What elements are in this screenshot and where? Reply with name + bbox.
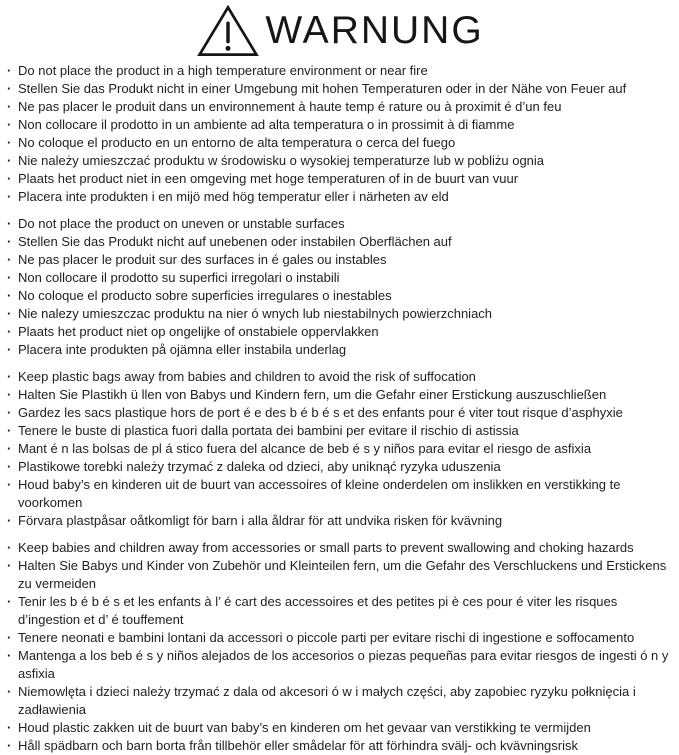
warning-item — [7, 557, 676, 593]
warning-item — [7, 116, 676, 134]
warning-text: Ne pas placer le produit sur des surfaces in é gales ou instables — [18, 252, 387, 267]
bullet-marker: · — [7, 117, 12, 132]
bullet-marker: · — [7, 594, 12, 609]
warning-item — [7, 134, 676, 152]
bullet-marker: · — [7, 342, 12, 357]
warning-item — [7, 368, 676, 386]
bullet-marker: · — [7, 720, 12, 735]
bullet-marker: · — [7, 738, 12, 753]
bullet-marker: · — [7, 81, 12, 96]
warning-text: Nie nalezy umieszczac produktu na nier ó wnych lub niestabilnych powierzchniach — [18, 306, 493, 321]
warning-text: No coloque el producto en un entorno de alta temperatura o cerca del fuego — [18, 135, 456, 150]
warning-item — [7, 233, 676, 251]
warning-item — [7, 152, 676, 170]
warning-text: Plaats het product niet op ongelijke of onstabiele oppervlakken — [18, 324, 379, 339]
header — [0, 0, 679, 58]
warning-text: Mantenga a los beb é s y niños alejados de los accesorios o piezas pequeñas para evitar riesgos de ingesti ó n y asfixia — [18, 648, 669, 681]
warning-item — [7, 629, 676, 647]
bullet-marker: · — [7, 135, 12, 150]
warning-text: Placera inte produkten i en mijö med hög temperatur eller i närheten av eld — [18, 189, 449, 204]
bullet-marker: · — [7, 630, 12, 645]
warning-item — [7, 539, 676, 557]
warning-section — [7, 62, 676, 206]
warning-item — [7, 98, 676, 116]
bullet-marker: · — [7, 648, 12, 663]
warning-item — [7, 647, 676, 683]
bullet-marker: · — [7, 369, 12, 384]
warning-item — [7, 737, 676, 755]
bullet-marker: · — [7, 234, 12, 249]
warning-text: Houd plastic zakken uit de buurt van baby’s en kinderen om het gevaar van verstikking te vermijden — [18, 720, 591, 735]
bullet-marker: · — [7, 189, 12, 204]
warning-item — [7, 593, 676, 629]
warning-text: Gardez les sacs plastique hors de port é e des b é b é s et des enfants pour é viter tout risque d’asphyxie — [18, 405, 623, 420]
warning-text: Halten Sie Plastikh ü llen von Babys und Kindern fern, um die Gefahr einer Erstickung auszuschließen — [18, 387, 607, 402]
warning-triangle-icon — [195, 4, 261, 58]
warning-text: Nie należy umieszczać produktu w środowisku o wysokiej temperaturze lub w pobliżu ognia — [18, 153, 545, 168]
warning-item — [7, 404, 676, 422]
bullet-marker: · — [7, 423, 12, 438]
warning-text: Plastikowe torebki należy trzymać z daleka od dzieci, aby uniknąć ryzyka uduszenia — [18, 459, 501, 474]
warning-text: Placera inte produkten på ojämna eller instabila underlag — [18, 342, 347, 357]
bullet-marker: · — [7, 99, 12, 114]
warning-text: No coloque el producto sobre superficies irregulares o inestables — [18, 288, 392, 303]
warning-item — [7, 305, 676, 323]
bullet-marker: · — [7, 477, 12, 492]
bullet-marker: · — [7, 270, 12, 285]
warning-text: Mant é n las bolsas de pl á stico fuera del alcance de beb é s y niños para evitar el riesgo de asfixia — [18, 441, 592, 456]
warning-text: Keep plastic bags away from babies and children to avoid the risk of suffocation — [18, 369, 476, 384]
bullet-marker: · — [7, 684, 12, 699]
warning-item — [7, 251, 676, 269]
warning-item — [7, 341, 676, 359]
warning-item — [7, 80, 676, 98]
warning-text: Keep babies and children away from accessories or small parts to prevent swallowing and choking hazards — [18, 540, 634, 555]
warning-text: Houd baby’s en kinderen uit de buurt van accessoires of kleine onderdelen om inslikken en verstikking te voorkomen — [18, 477, 621, 510]
bullet-marker: · — [7, 540, 12, 555]
bullet-marker: · — [7, 252, 12, 267]
warning-section — [7, 368, 676, 530]
bullet-marker: · — [7, 306, 12, 321]
warning-item — [7, 683, 676, 719]
bullet-marker: · — [7, 153, 12, 168]
warning-text: Förvara plastpåsar oåtkomligt för barn i alla åldrar för att undvika risken för kvävning — [18, 513, 503, 528]
warning-text: Do not place the product on uneven or unstable surfaces — [18, 216, 345, 231]
warning-section — [7, 215, 676, 359]
warning-text: Non collocare il prodotto su superfici irregolari o instabili — [18, 270, 340, 285]
bullet-marker: · — [7, 324, 12, 339]
warning-text: Niemowlęta i dzieci należy trzymać z dala od akcesori ó w i małych części, aby zapobiec ryzyku połknięcia i zadławienia — [18, 684, 636, 717]
bullet-marker: · — [7, 63, 12, 78]
warning-item — [7, 62, 676, 80]
bullet-marker: · — [7, 513, 12, 528]
warning-item — [7, 170, 676, 188]
warning-sections — [0, 58, 679, 755]
warning-text: Plaats het product niet in een omgeving met hoge temperaturen of in de buurt van vuur — [18, 171, 519, 186]
warning-section — [7, 539, 676, 755]
warning-item — [7, 188, 676, 206]
bullet-marker: · — [7, 387, 12, 402]
warning-text: Tenere le buste di plastica fuori dalla portata dei bambini per evitare il rischio di astissia — [18, 423, 519, 438]
warning-text: Stellen Sie das Produkt nicht in einer Umgebung mit hohen Temperaturen oder in der Nähe von Feuer auf — [18, 81, 627, 96]
warning-item — [7, 422, 676, 440]
warning-text: Håll spädbarn och barn borta från tillbehör eller smådelar för att förhindra svälj- och kvävningsrisk — [18, 738, 578, 753]
warning-item — [7, 476, 676, 512]
warning-item — [7, 458, 676, 476]
warning-item — [7, 386, 676, 404]
bullet-marker: · — [7, 288, 12, 303]
bullet-marker: · — [7, 441, 12, 456]
warning-item — [7, 323, 676, 341]
warning-item — [7, 440, 676, 458]
warning-item — [7, 512, 676, 530]
bullet-marker: · — [7, 459, 12, 474]
warning-item — [7, 287, 676, 305]
warning-text: Non collocare il prodotto in un ambiente ad alta temperatura o in prossimit à di fiamme — [18, 117, 515, 132]
warning-text: Halten Sie Babys und Kinder von Zubehör und Kleinteilen fern, um die Gefahr des Verschluckens und Erstickens zu vermeiden — [18, 558, 667, 591]
bullet-marker: · — [7, 558, 12, 573]
warning-item — [7, 719, 676, 737]
warning-item — [7, 215, 676, 233]
bullet-marker: · — [7, 171, 12, 186]
warning-item — [7, 269, 676, 287]
warning-text: Do not place the product in a high temperature environment or near fire — [18, 63, 428, 78]
warning-text: Tenere neonati e bambini lontani da accessori o piccole parti per evitare rischi di ingestione e soffocamento — [18, 630, 635, 645]
warning-text: Stellen Sie das Produkt nicht auf unebenen oder instabilen Oberflächen auf — [18, 234, 452, 249]
warning-text: Tenir les b é b é s et les enfants à l’ é cart des accessoires et des petites pi è ces pour é viter les risques d’ingestion et d’ é touffement — [18, 594, 618, 627]
warning-text: Ne pas placer le produit dans un environnement à haute temp é rature ou à proximit é d’un feu — [18, 99, 562, 114]
bullet-marker: · — [7, 405, 12, 420]
page-title: WARNUNG — [265, 9, 484, 52]
bullet-marker: · — [7, 216, 12, 231]
